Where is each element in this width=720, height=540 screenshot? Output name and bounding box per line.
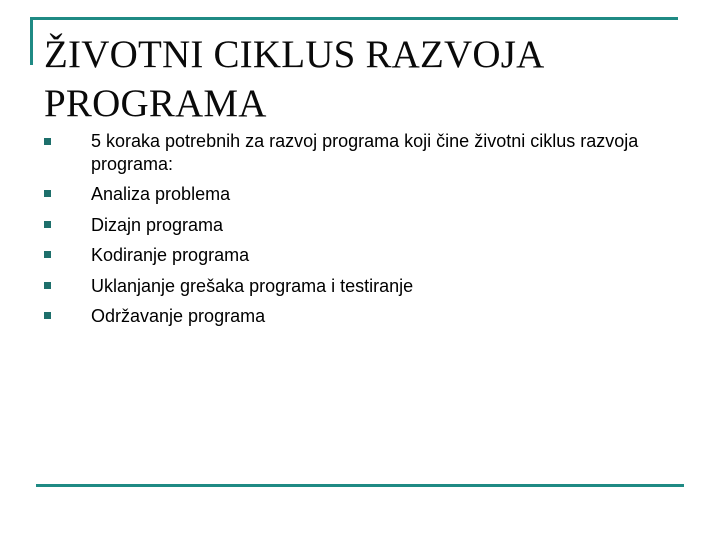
slide-title-line-2: PROGRAMA — [44, 82, 267, 125]
square-bullet-icon — [44, 138, 51, 145]
slide-title-line-1: ŽIVOTNI CIKLUS RAZVOJA — [44, 33, 545, 76]
square-bullet-icon — [44, 190, 51, 197]
list-item-text: Analiza problema — [91, 184, 231, 204]
list-item-text: Održavanje programa — [91, 306, 266, 326]
square-bullet-icon — [44, 251, 51, 258]
list-item-text: 5 koraka potrebnih za razvoj programa koji čine životni ciklus razvoja programa: — [91, 131, 639, 174]
list-item-text: Dizajn programa — [91, 214, 224, 235]
list-item — [44, 130, 684, 175]
list-item — [44, 179, 684, 210]
slide-title — [44, 30, 684, 128]
list-item-text: Kodiranje programa — [91, 245, 250, 265]
list-item — [44, 210, 684, 241]
square-bullet-icon — [44, 312, 51, 319]
title-frame-top-rule — [30, 17, 678, 20]
title-frame-left-rule — [30, 17, 33, 65]
bullet-list — [44, 130, 684, 332]
square-bullet-icon — [44, 282, 51, 289]
list-item — [44, 240, 684, 271]
list-item-text: Uklanjanje grešaka programa i testiranje — [91, 275, 414, 296]
bottom-divider — [36, 484, 684, 487]
list-item — [44, 271, 684, 302]
list-item — [44, 301, 684, 332]
square-bullet-icon — [44, 221, 51, 228]
